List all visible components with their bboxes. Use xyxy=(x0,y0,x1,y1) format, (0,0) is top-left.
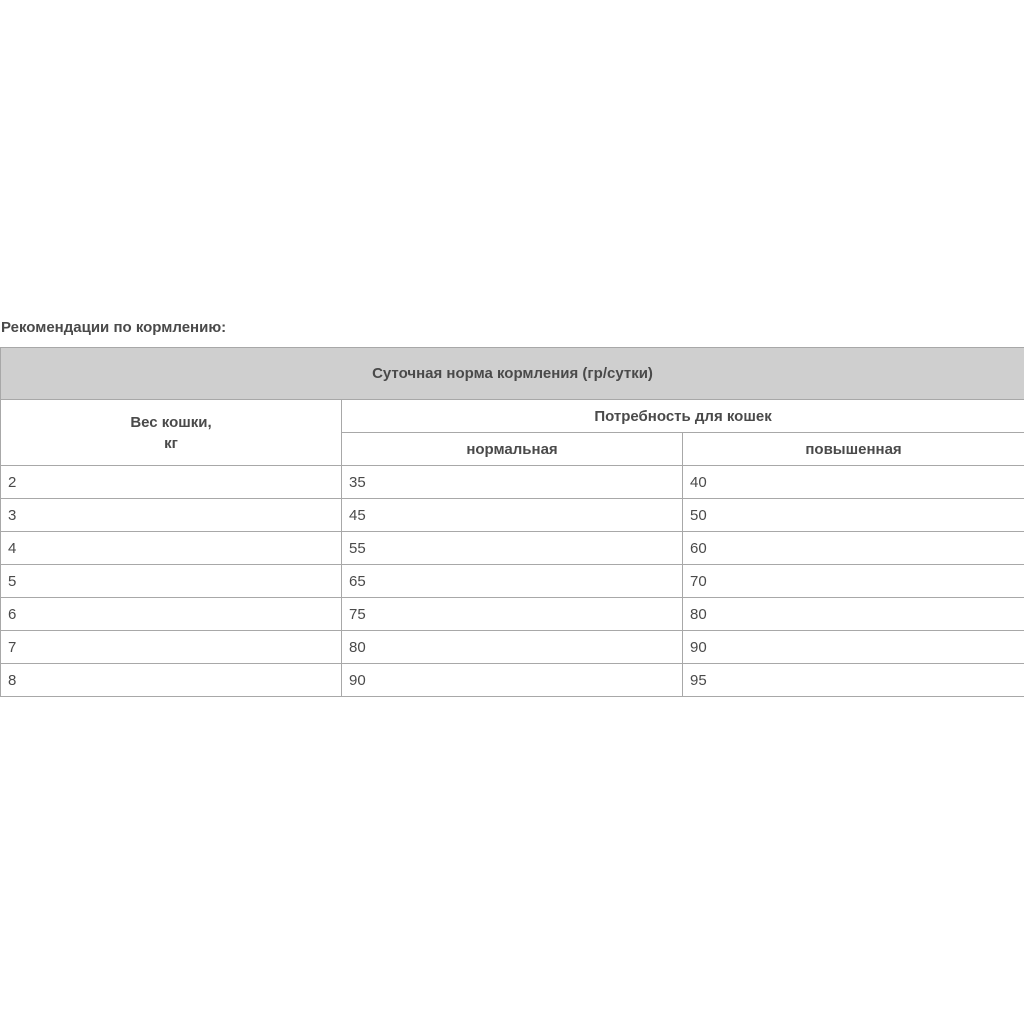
normal-need-cell: 90 xyxy=(342,664,683,697)
table-title: Суточная норма кормления (гр/сутки) xyxy=(1,348,1024,400)
weight-header-line1: Вес кошки, xyxy=(130,413,212,431)
feeding-table xyxy=(0,347,1024,697)
table-row xyxy=(1,664,1024,697)
high-need-cell: 50 xyxy=(683,499,1024,532)
normal-need-cell: 45 xyxy=(342,499,683,532)
table-header-row xyxy=(1,400,1024,433)
high-need-cell: 40 xyxy=(683,466,1024,499)
feeding-recommendations-heading: Рекомендации по кормлению: xyxy=(1,319,227,336)
high-need-cell: 70 xyxy=(683,565,1024,598)
weight-cell: 2 xyxy=(1,466,342,499)
weight-cell: 4 xyxy=(1,532,342,565)
weight-cell: 5 xyxy=(1,565,342,598)
need-column-header: Потребность для кошек xyxy=(342,400,1024,433)
table-body xyxy=(1,466,1024,697)
high-need-cell: 60 xyxy=(683,532,1024,565)
normal-need-cell: 35 xyxy=(342,466,683,499)
weight-cell: 6 xyxy=(1,598,342,631)
table-row xyxy=(1,631,1024,664)
normal-need-header: нормальная xyxy=(342,433,683,466)
table-row xyxy=(1,532,1024,565)
high-need-cell: 95 xyxy=(683,664,1024,697)
table-row xyxy=(1,598,1024,631)
table-title-row xyxy=(1,348,1024,400)
weight-header-line2: кг xyxy=(164,434,178,452)
weight-cell: 7 xyxy=(1,631,342,664)
table-row xyxy=(1,565,1024,598)
table-row xyxy=(1,499,1024,532)
weight-column-header xyxy=(1,400,342,466)
normal-need-cell: 65 xyxy=(342,565,683,598)
weight-cell: 8 xyxy=(1,664,342,697)
high-need-cell: 80 xyxy=(683,598,1024,631)
weight-cell: 3 xyxy=(1,499,342,532)
table-row xyxy=(1,466,1024,499)
normal-need-cell: 55 xyxy=(342,532,683,565)
high-need-cell: 90 xyxy=(683,631,1024,664)
normal-need-cell: 75 xyxy=(342,598,683,631)
high-need-header: повышенная xyxy=(683,433,1024,466)
normal-need-cell: 80 xyxy=(342,631,683,664)
